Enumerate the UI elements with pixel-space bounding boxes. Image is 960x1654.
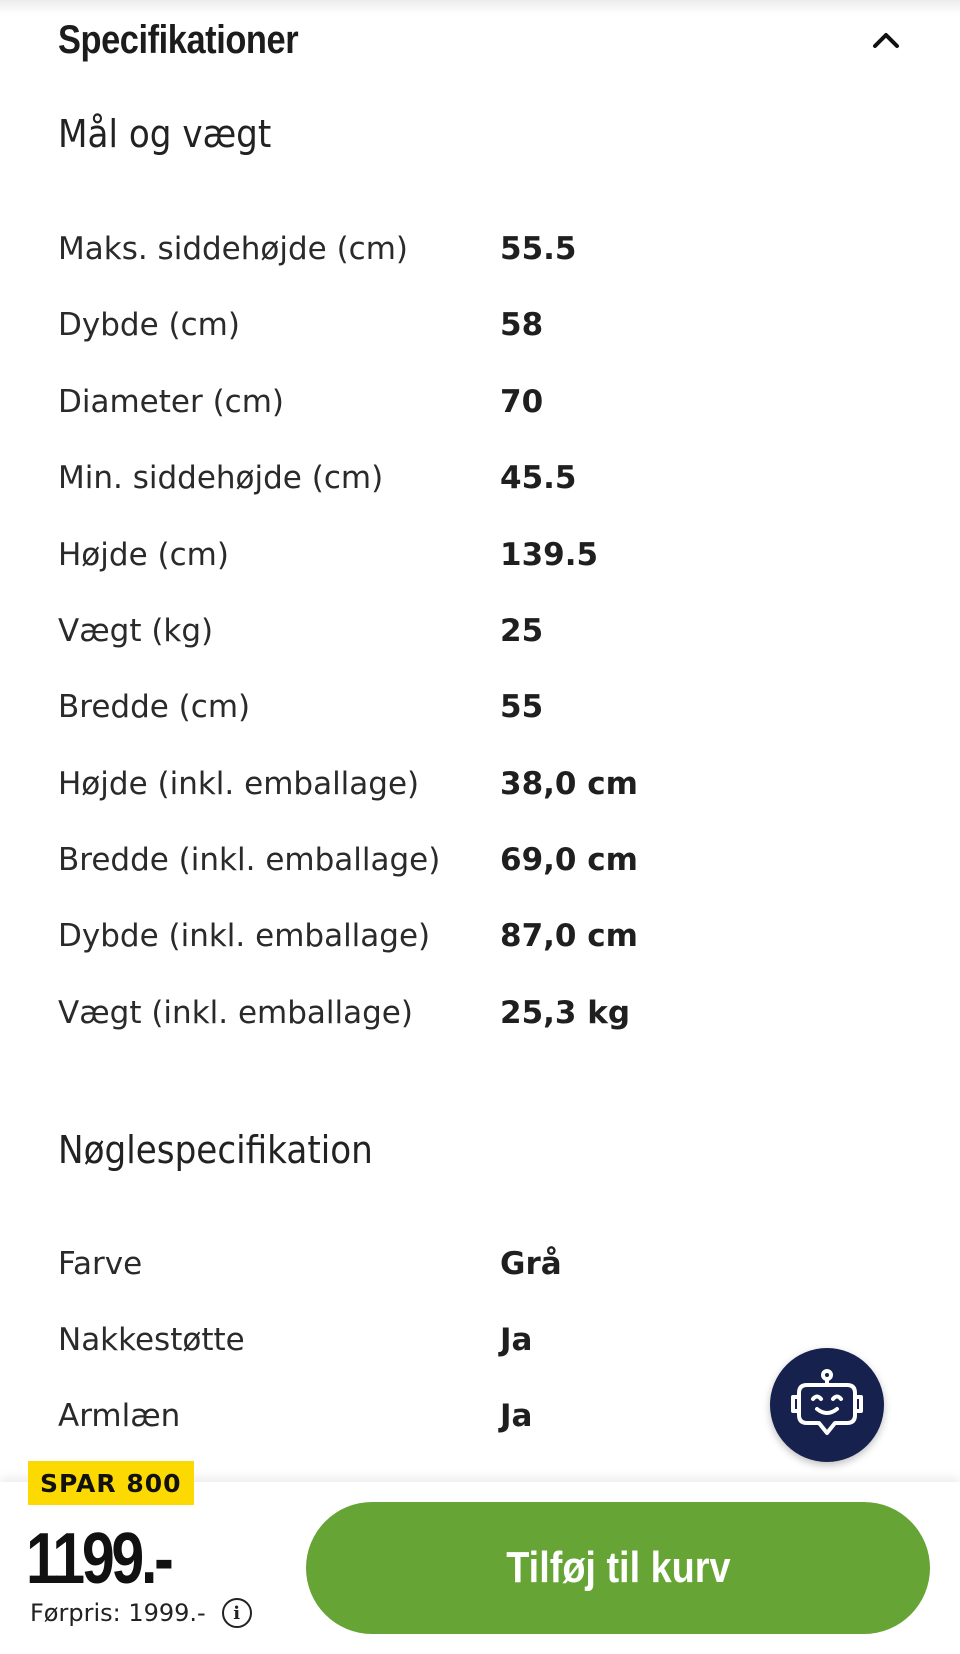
spec-label: Armlæn [58,1398,181,1434]
specifications-header[interactable] [58,8,908,72]
spec-label: Nakkestøtte [58,1322,245,1358]
spec-value: Grå [500,1246,562,1282]
spec-value: 58 [500,307,544,343]
spec-row [58,759,858,809]
spec-value: 25 [500,613,544,649]
collapse-button[interactable] [864,18,908,62]
spec-row [58,300,858,350]
spec-row [58,911,858,961]
section-title: Specifikationer [58,17,299,62]
spec-value: 70 [500,384,544,420]
spec-row [58,1315,858,1365]
spec-row [58,682,858,732]
robot-assistant-icon [785,1363,869,1447]
spec-value: 45.5 [500,460,577,496]
spec-value: 69,0 cm [500,842,638,878]
spec-value: 38,0 cm [500,766,638,802]
group-title-key-specs: Nøglespecifikation [58,1128,373,1172]
chat-assistant-button[interactable] [770,1348,884,1462]
spec-label: Farve [58,1246,143,1282]
current-price: 1199.- [26,1519,171,1599]
spec-value: Ja [500,1322,533,1358]
spec-row [58,224,858,274]
spec-label: Vægt (kg) [58,613,214,649]
save-badge: SPAR 800 [28,1461,194,1505]
spec-label: Dybde (inkl. emballage) [58,918,431,954]
group-title-dimensions: Mål og vægt [58,112,272,156]
chevron-up-icon [871,30,901,50]
spec-row [58,1239,858,1289]
info-icon[interactable]: i [222,1598,252,1628]
old-price: Førpris: 1999.- [30,1599,206,1627]
spec-row [58,530,858,580]
add-to-cart-button[interactable] [306,1502,930,1634]
old-price-line [30,1598,252,1628]
spec-row [58,835,858,885]
spec-value: 25,3 kg [500,995,631,1031]
spec-label: Diameter (cm) [58,384,285,420]
spec-row [58,377,858,427]
spec-value: 55 [500,689,544,725]
spec-label: Højde (cm) [58,537,229,573]
spec-label: Vægt (inkl. emballage) [58,995,413,1031]
spec-row [58,453,858,503]
spec-value: 139.5 [500,537,599,573]
spec-label: Bredde (cm) [58,689,251,725]
spec-value: Ja [500,1398,533,1434]
spec-row [58,1391,858,1441]
add-to-cart-label: Tilføj til kurv [505,1543,731,1592]
spec-value: 55.5 [500,231,577,267]
spec-value: 87,0 cm [500,918,638,954]
spec-label: Dybde (cm) [58,307,240,343]
spec-label: Bredde (inkl. emballage) [58,842,441,878]
spec-row [58,606,858,656]
spec-label: Min. siddehøjde (cm) [58,460,384,496]
spec-label: Højde (inkl. emballage) [58,766,420,802]
spec-label: Maks. siddehøjde (cm) [58,231,409,267]
spec-row [58,988,858,1038]
